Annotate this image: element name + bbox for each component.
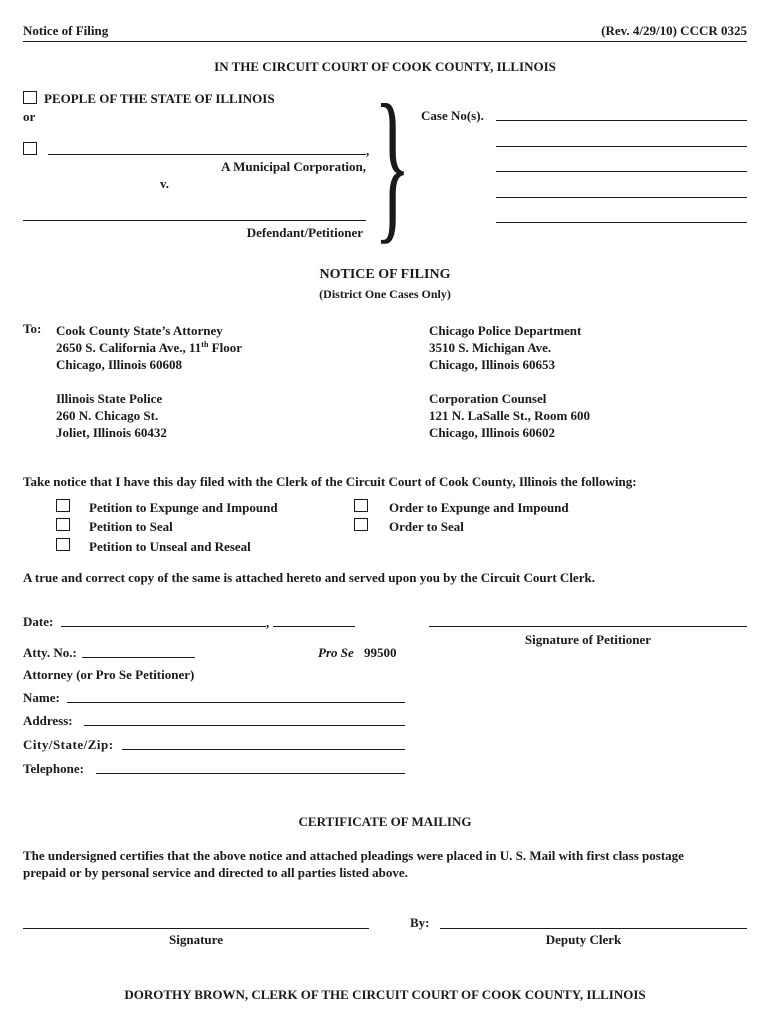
date-label: Date:: [23, 614, 54, 629]
copy-statement: A true and correct copy of the same is attached hereto and served upon you by the Circuit Court Clerk.: [23, 570, 595, 585]
telephone-label: Telephone:: [23, 761, 84, 776]
recipient-city: Joliet, Illinois 60432: [56, 425, 167, 440]
petition-expunge-checkbox[interactable]: [56, 499, 70, 512]
name-label: Name:: [23, 690, 60, 705]
municipality-comma: ,: [366, 143, 370, 158]
atty-no-label: Atty. No.:: [23, 645, 77, 660]
recipient-state-police: [56, 390, 167, 441]
case-no-line-3[interactable]: [496, 171, 747, 172]
telephone-field[interactable]: [96, 773, 405, 774]
petition-expunge-label: Petition to Expunge and Impound: [89, 500, 278, 515]
petitioner-signature-label: Signature of Petitioner: [524, 632, 652, 647]
deputy-clerk-label: Deputy Clerk: [545, 932, 622, 947]
name-field[interactable]: [67, 702, 405, 703]
recipient-city: Chicago, Illinois 60608: [56, 357, 183, 372]
case-no-line-1[interactable]: [496, 120, 747, 121]
people-label: PEOPLE OF THE STATE OF ILLINOIS: [44, 91, 275, 106]
case-no-line-5[interactable]: [496, 222, 747, 223]
recipient-street: 2650 S. California Ave., 11th Floor: [56, 340, 242, 355]
versus-label: v.: [160, 176, 170, 191]
notice-title: NOTICE OF FILING: [319, 267, 451, 282]
address-field[interactable]: [84, 725, 405, 726]
header-rule: [23, 41, 747, 42]
pro-se-number: 99500: [364, 645, 397, 660]
petition-seal-label: Petition to Seal: [89, 519, 173, 534]
recipient-city: Chicago, Illinois 60602: [429, 425, 556, 440]
to-label: To:: [23, 321, 42, 336]
recipient-police-department: [429, 322, 581, 373]
defendant-name-line[interactable]: [23, 220, 366, 221]
certifier-signature-label: Signature: [169, 932, 223, 947]
petition-unseal-label: Petition to Unseal and Reseal: [89, 539, 251, 554]
recipient-corporation-counsel: [429, 390, 590, 441]
atty-no-field[interactable]: [82, 657, 195, 658]
order-expunge-checkbox[interactable]: [354, 499, 368, 512]
court-title: IN THE CIRCUIT COURT OF COOK COUNTY, ILLINOIS: [214, 59, 556, 74]
city-state-zip-field[interactable]: [122, 749, 405, 750]
recipient-states-attorney: [56, 322, 242, 373]
defendant-label: Defendant/Petitioner: [246, 225, 363, 240]
recipient-street: 121 N. LaSalle St., Room 600: [429, 408, 591, 423]
recipient-name: Corporation Counsel: [429, 391, 547, 406]
municipality-checkbox[interactable]: [23, 142, 37, 155]
filing-intro: Take notice that I have this day filed with the Clerk of the Circuit Court of Cook County, Illinois the following:: [23, 474, 637, 489]
people-checkbox[interactable]: [23, 91, 37, 104]
petition-seal-checkbox[interactable]: [56, 518, 70, 531]
municipal-corporation-label: A Municipal Corporation,: [221, 159, 366, 174]
date-field[interactable]: [61, 626, 266, 627]
revision-code: (Rev. 4/29/10) CCCR 0325: [601, 23, 747, 38]
date-comma: ,: [266, 615, 270, 630]
recipient-street: 3510 S. Michigan Ave.: [429, 340, 552, 355]
address-label: Address:: [23, 713, 73, 728]
year-field[interactable]: [273, 626, 355, 627]
case-no-line-4[interactable]: [496, 197, 747, 198]
order-seal-checkbox[interactable]: [354, 518, 368, 531]
recipient-name: Cook County State’s Attorney: [56, 323, 223, 338]
certificate-text-line-2: prepaid or by personal service and directed to all parties listed above.: [23, 865, 408, 880]
petitioner-signature-line[interactable]: [429, 626, 747, 627]
pro-se-label: Pro Se: [318, 645, 354, 660]
recipient-street: 260 N. Chicago St.: [56, 408, 159, 423]
caption-brace: }: [374, 70, 411, 258]
deputy-clerk-signature-line[interactable]: [440, 928, 747, 929]
order-expunge-label: Order to Expunge and Impound: [389, 500, 569, 515]
city-state-zip-label: City/State/Zip:: [23, 737, 114, 752]
clerk-footer: DOROTHY BROWN, CLERK OF THE CIRCUIT COURT OF COOK COUNTY, ILLINOIS: [124, 987, 646, 1002]
by-label: By:: [410, 915, 430, 930]
or-label: or: [23, 109, 36, 124]
recipient-city: Chicago, Illinois 60653: [429, 357, 556, 372]
certifier-signature-line[interactable]: [23, 928, 369, 929]
certificate-title: CERTIFICATE OF MAILING: [298, 814, 472, 829]
notice-subtitle: (District One Cases Only): [319, 287, 451, 301]
form-name: Notice of Filing: [23, 23, 109, 38]
recipient-name: Illinois State Police: [56, 391, 163, 406]
municipality-name-line[interactable]: [48, 154, 366, 155]
case-no-line-2[interactable]: [496, 146, 747, 147]
certificate-text-line-1: The undersigned certifies that the above notice and attached pleadings were placed in U. S. Mail with first class postage: [23, 848, 684, 863]
order-seal-label: Order to Seal: [389, 519, 464, 534]
case-no-label: Case No(s).: [421, 108, 484, 123]
petition-unseal-checkbox[interactable]: [56, 538, 70, 551]
recipient-name: Chicago Police Department: [429, 323, 582, 338]
attorney-heading: Attorney (or Pro Se Petitioner): [23, 667, 195, 682]
